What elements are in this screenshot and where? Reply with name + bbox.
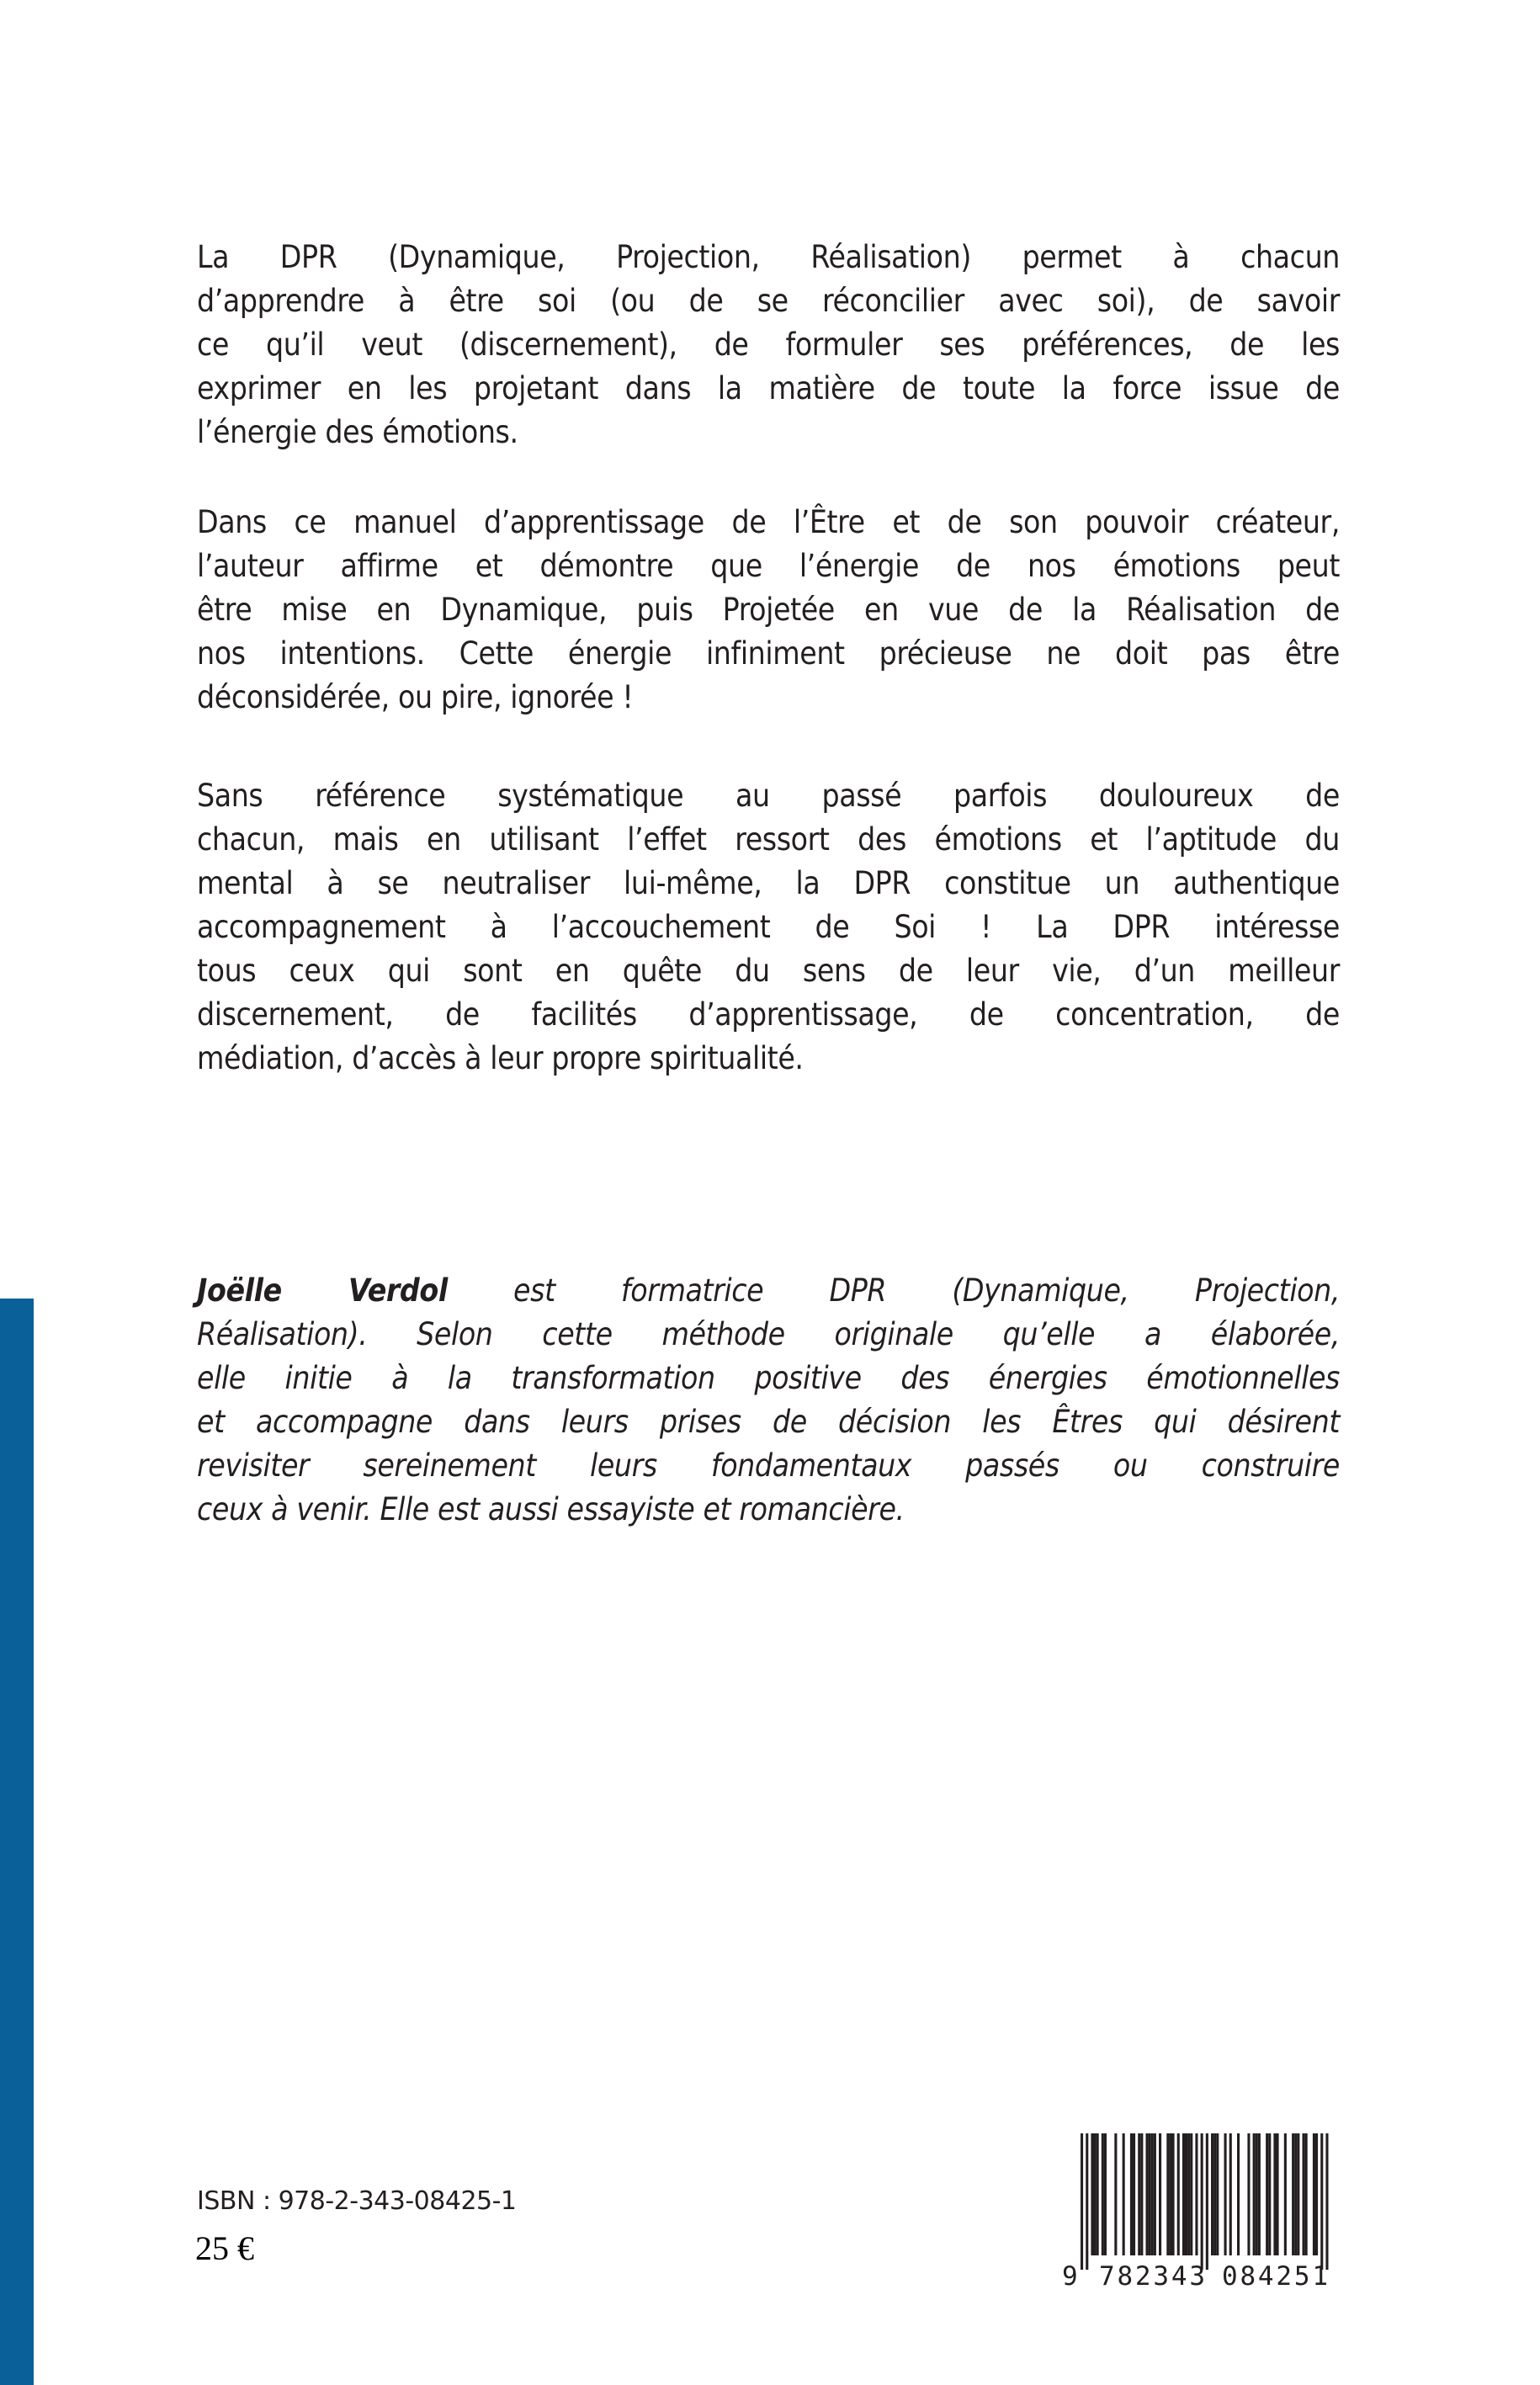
isbn-barcode: [1062, 2133, 1348, 2289]
isbn-label: ISBN : 978-2-343-08425-1: [197, 2186, 517, 2216]
barcode-bar: [1138, 2133, 1140, 2255]
text-line: Sans référence systématique au passé parfois douloureux de: [197, 778, 1340, 814]
author-bio: [197, 1269, 1340, 1532]
barcode-guard-bar: [1201, 2133, 1203, 2270]
barcode-bar: [1172, 2133, 1175, 2255]
text-line: La DPR (Dynamique, Projection, Réalisation) permet à chacun: [197, 239, 1340, 275]
barcode-bar: [1292, 2133, 1294, 2255]
barcode-digits-left: 782343: [1099, 2261, 1205, 2289]
barcode-bar: [1140, 2133, 1143, 2255]
text-line: l’auteur affirme et démontre que l’énergie de nos émotions peut: [197, 548, 1340, 584]
author-name: Joëlle Verdol: [197, 1272, 448, 1309]
text-line: mental à se neutraliser lui-même, la DPR constitue un authentique: [197, 865, 1340, 901]
barcode-digit-lead: 9: [1062, 2261, 1078, 2289]
barcode-bar: [1266, 2133, 1268, 2255]
barcode-bar: [1268, 2133, 1271, 2255]
barcode-bar: [1294, 2133, 1297, 2255]
barcode-bar: [1284, 2133, 1287, 2255]
barcode-bar: [1149, 2133, 1151, 2255]
text-line: tous ceux qui sont en quête du sens de leur vie, d’un meilleur: [197, 953, 1340, 989]
barcode-bar: [1256, 2133, 1258, 2255]
text-line: d’apprendre à être soi (ou de se réconcilier avec soi), de savoir: [197, 283, 1340, 319]
barcode-guard-bar: [1086, 2133, 1088, 2270]
barcode-bar: [1247, 2133, 1250, 2255]
barcode-bar: [1190, 2133, 1192, 2255]
barcode-bar: [1297, 2133, 1299, 2255]
barcode-bar: [1102, 2133, 1104, 2255]
price-label: 25 €: [195, 2229, 254, 2267]
text-line: Réalisation). Selon cette méthode originale qu’elle a élaborée,: [197, 1316, 1340, 1352]
barcode-bar: [1313, 2133, 1315, 2255]
barcode-bar: [1133, 2133, 1135, 2255]
barcode-guard-bar: [1320, 2133, 1323, 2270]
barcode-bar: [1229, 2133, 1232, 2255]
barcode-bar: [1305, 2133, 1308, 2255]
barcode-bar: [1258, 2133, 1261, 2255]
author-bio-text: est formatrice DPR (Dynamique, Projection,: [447, 1272, 1340, 1309]
text-line: ce qu’il veut (discernement), de formuler ses préférences, de les: [197, 327, 1340, 363]
barcode-bar: [1154, 2133, 1156, 2255]
text-line: et accompagne dans leurs prises de décision les Êtres qui désirent: [197, 1404, 1340, 1440]
barcode-bar: [1169, 2133, 1171, 2255]
spine-color-bar: [0, 1299, 34, 2385]
barcode-bar: [1237, 2133, 1240, 2255]
barcode-bar: [1094, 2133, 1097, 2255]
barcode-bar: [1185, 2133, 1187, 2255]
text-line: l’énergie des émotions.: [197, 414, 518, 450]
description-paragraph-2: [197, 501, 1340, 720]
barcode-bar: [1303, 2133, 1305, 2255]
barcode-bar: [1187, 2133, 1190, 2255]
barcode-bar: [1146, 2133, 1149, 2255]
barcode-bar: [1114, 2133, 1117, 2255]
barcode-bar: [1177, 2133, 1180, 2255]
barcode-bar: [1091, 2133, 1093, 2255]
text-line: exprimer en les projetant dans la matière de toute la force issue de: [197, 370, 1340, 406]
text-line: déconsidérée, ou pire, ignorée !: [197, 679, 634, 715]
barcode-bar: [1151, 2133, 1154, 2255]
barcode-bar: [1130, 2133, 1133, 2255]
barcode-bar: [1216, 2133, 1219, 2255]
barcode-digits-right: 084251: [1222, 2261, 1328, 2289]
text-line: discernement, de facilités d’apprentissage, de concentration, de: [197, 996, 1340, 1033]
barcode-bar: [1273, 2133, 1276, 2255]
text-line: médiation, d’accès à leur propre spiritualité.: [197, 1040, 804, 1076]
text-line: revisiter sereinement leurs fondamentaux passés ou construire: [197, 1447, 1340, 1484]
text-line: elle initie à la transformation positive des énergies émotionnelles: [197, 1360, 1340, 1396]
barcode-bar: [1211, 2133, 1213, 2255]
text-line: [197, 1269, 1340, 1313]
barcode-bar: [1166, 2133, 1169, 2255]
barcode-bar: [1253, 2133, 1256, 2255]
barcode-bar: [1315, 2133, 1318, 2255]
barcode-guard-bar: [1081, 2133, 1083, 2270]
description-paragraph-1: [197, 236, 1340, 454]
barcode-bar: [1224, 2133, 1227, 2255]
barcode-bar: [1277, 2133, 1279, 2255]
barcode-bar: [1182, 2133, 1185, 2255]
text-line: être mise en Dynamique, puis Projetée en vue de la Réalisation de: [197, 592, 1340, 628]
text-line: accompagnement à l’accouchement de Soi ! La DPR intéresse: [197, 909, 1340, 945]
barcode-bar: [1195, 2133, 1197, 2255]
text-line: ceux à venir. Elle est aussi essayiste et romancière.: [197, 1491, 905, 1527]
barcode-guard-bar: [1206, 2133, 1208, 2270]
barcode-bar: [1159, 2133, 1161, 2255]
barcode-bar: [1213, 2133, 1216, 2255]
barcode-bar: [1123, 2133, 1125, 2255]
text-line: chacun, mais en utilisant l’effet ressort des émotions et l’aptitude du: [197, 821, 1340, 858]
barcode-bar: [1097, 2133, 1099, 2255]
barcode-guard-bar: [1325, 2133, 1328, 2270]
barcode-bars: [1081, 2133, 1329, 2270]
barcode-bar: [1104, 2133, 1107, 2255]
text-line: nos intentions. Cette énergie infiniment précieuse ne doit pas être: [197, 635, 1340, 672]
description-paragraph-3: [197, 774, 1340, 1081]
text-line: Dans ce manuel d’apprentissage de l’Être et de son pouvoir créateur,: [197, 504, 1340, 540]
